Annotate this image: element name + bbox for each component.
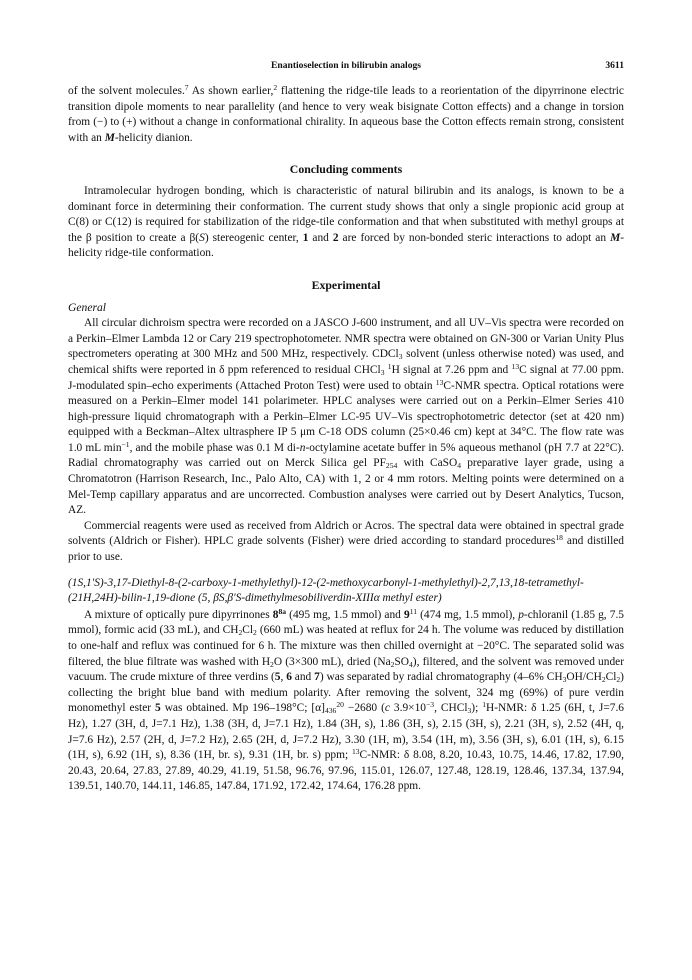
paragraph-synthesis: A mixture of optically pure dipyrrinones $8^{8a}$ (495 mg, 1.5 mmol) and $9^{11}$ (474 mg, 1.5 mmol), p-chloranil (1.85 g, 7.5 mmol), formic acid (33 mL), and $CH_2Cl_2$ (660 mL) was heated at reflux for 24 h. The volume was reduced by distillation to one-half and reflux was continued for 6 h. The mixture was then chilled overnight at −20°C. The separated solid was filtered, the blue filtrate was washed with $H_2O$ (3×300 mL), dried $(Na_2SO_4)$, filtered, and the solvent was removed under vacuum. The crude mixture of three verdins (5, 6 and 7) was separated by radial chromatography (4–6% $CH_3OH/CH_2Cl_2$) collecting the bright blue band with medium polarity. After removing the solvent, 324 mg (69%) of pure verdin monomethyl ester 5 was obtained. Mp 196–198°C; $[\alpha]_{436}^{20} -2680$ (c $3.9\times 10^{-3}$, CHCl$_3$); $^1$H-NMR: δ 1.25 (6H, t, J=7.6 Hz), 1.27 (3H, d, J=7.1 Hz), 1.38 (3H, d, J=7.1 Hz), 1.84 (3H, s), 1.86 (3H, s), 2.15 (3H, s), 2.21 (3H, s), 2.52 (4H, q, J=7.6 Hz), 2.57 (2H, d, J=7.2 Hz), 2.65 (2H, d, J=7.2 Hz), 3.30 (1H, m), 3.54 (1H, m), 3.56 (3H, s), 6.01 (1H, s), 6.15 (1H, s), 6.92 (1H, s), 8.36 (1H, br. s), 9.31 (1H, br. s) ppm; $^{13}$C-NMR: δ 8.08, 8.20, 10.43, 10.75, 14.46, 17.82, 17.90, 20.43, 20.64, 27.83, 27.89, 40.29, 41.19, 51.58, 96.76, 97.96, 115.01, 126.07, 127.48, 128.19, 128.46, 137.34, 137.94, 139.51, 140.70, 144.11, 146.85, 147.84, 171.92, 172.42, 174.64, 176.28 ppm. [68,606,624,793]
compound-title: (1S,1′S)-3,17-Diethyl-8-(2-carboxy-1-methylethyl)-12-(2-methoxycarbonyl-1-methylethyl)-2,7,13,18-tetramethyl-(21H,24H)-bilin-1,19-dione (5, βS,β′S-dimethylmesobiliverdin-XIIIα methyl ester) [68,576,584,605]
paper-page [68,58,624,795]
general-subheading: General [68,300,106,314]
paragraph-ridge-tile: of the solvent molecules.$^7$ As shown earlier,$^2$ flattening the ridge-tile leads to a reorientation of the dipyrrinone electric transition dipole moments to near parallelity (and hence to very weak bisignate Cotton effects) and a change in torsion from (−) to (+) without a change in conformational chirality. In aqueous base the Cotton effects remain strong, consistent with an M-helicity dianion. [68,83,624,144]
paragraph-general-methods: All circular dichroism spectra were recorded on a JASCO J-600 instrument, and all UV–Vis spectra were recorded on a Perkin–Elmer Lambda 12 or Cary 219 spectrophotometer. NMR spectra were obtained on GN-300 or Varian Unity Plus spectrometers operating at 300 MHz and 500 MHz, respectively. CDCl$_3$ solvent (unless otherwise noted) was used, and chemical shifts were reported in δ ppm referenced to residual CHCl$_3$ $^1$H signal at 7.26 ppm and $^{13}$C signal at 77.00 ppm. J-modulated spin–echo experiments (Attached Proton Test) were used to obtain $^{13}$C-NMR spectra. Optical rotations were measured on a Perkin–Elmer model 141 polarimeter. HPLC analyses were carried out on a Perkin–Elmer Series 410 high-pressure liquid chromatograph with a Perkin–Elmer LC-95 UV–Vis spectrophotometric detector (set at 420 nm) equipped with a Beckman–Altex ultrasphere IP 5 μm C-18 ODS column (25×0.46 cm) kept at 34°C. The flow rate was 1.0 mL $\min^{-1}$, and the mobile phase was 0.1 M di-n-octylamine acetate buffer in 5% aqueous methanol (pH 7.7 at 22°C). Radial chromatography was carried out on Merck Silica gel $PF_{254}$ with CaSO$_4$ preparative layer grade, using a Chromatotron (Harrison Research, Inc., Palo Alto, CA) with 1, 2 or 4 mm rotors. Melting points were determined on a Mel-Temp capillary apparatus and are uncorrected. Combustion analyses were carried out by Desert Analytics, Tucson, AZ. [68,317,624,517]
running-head [68,58,624,74]
concluding-heading: Concluding comments [289,162,403,177]
page-number: 3611 [605,60,624,71]
running-title: Enantioselection in bilirubin analogs [270,60,422,71]
paragraph-concluding: Intramolecular hydrogen bonding, which is characteristic of natural bilirubin and its analogs, is known to be a dominant force in determining their conformation. The current study shows that only a single propionic acid group at C(8) or C(12) is required for stabilization of the ridge-tile conformation and that when substituted with methyl groups at the β position to create a β(S) stereogenic center, 1 and 2 are forced by non-bonded steric interactions to adopt an M-helicity ridge-tile conformation. [68,184,624,260]
paragraph-reagents: Commercial reagents were used as received from Aldrich or Acros. The spectral data were obtained in spectral grade solvents (Aldrich or Fisher). HPLC grade solvents (Fisher) were dried according to standard procedures$^{18}$ and distilled prior to use. [68,519,624,564]
experimental-heading: Experimental [311,277,381,292]
